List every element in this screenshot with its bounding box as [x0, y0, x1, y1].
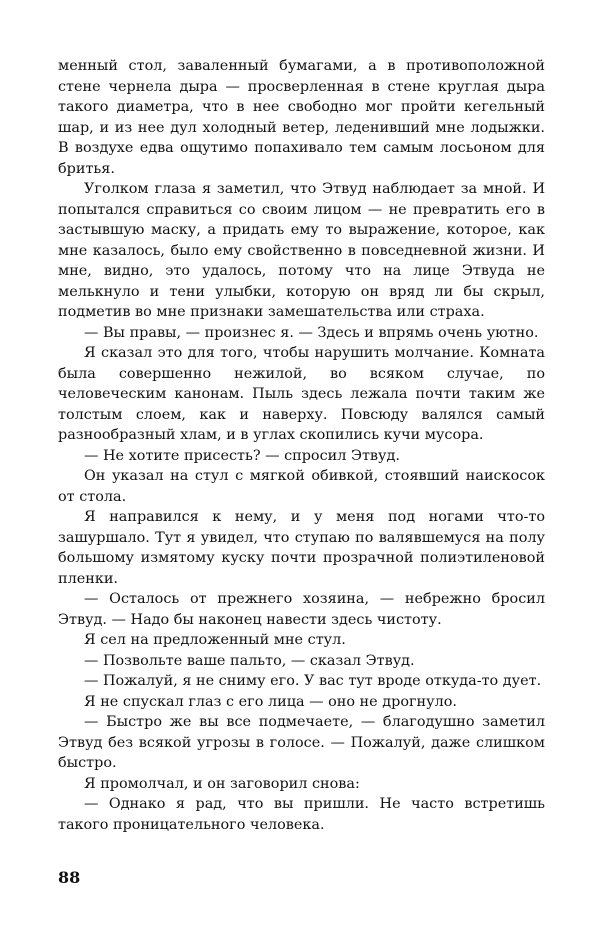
paragraph-8: — Осталось от прежнего хозяина, — небрежно бросил Этвуд. — Надо бы наконец навести здесь чистоту. — [58, 591, 545, 628]
paragraph-5: — Не хотите присесть? — спросил Этвуд. — [84, 447, 400, 464]
paragraph-13: — Быстро же вы все подмечаете, — благодушно заметил Этвуд без всякой угрозы в голосе. — Пожалуй, даже слишком быстро. — [58, 714, 545, 771]
paragraph-14: Я промолчал, и он заговорил снова: — [84, 775, 360, 792]
paragraph-2: Уголком глаза я заметил, что Этвуд наблюдает за мной. И попытался справиться со своим лицом — не превратить его в застывшую маску, а придать ему то выражение, которое, как мне казалось, было ему свойственно в повседневной жизни. И мне, видно, это удалось, потому что на лице Этвуда не мелькнуло и тени улыбки, которую он вряд ли бы скрыл, подметив во мне признаки замешательства или страха. — [58, 181, 545, 320]
paragraph-10: — Позвольте ваше пальто, — сказал Этвуд. — [84, 652, 415, 669]
paragraph-12: Я не спускал глаз с его лица — оно не дрогнуло. — [84, 693, 457, 710]
paragraph-3: — Вы правы, — произнес я. — Здесь и впрямь очень уютно. — [84, 324, 539, 341]
paragraph-15: — Однако я рад, что вы пришли. Не часто встретишь такого проницательного человека. — [58, 796, 545, 833]
paragraph-11: — Пожалуй, я не сниму его. У вас тут вроде откуда-то дует. — [84, 673, 542, 689]
paragraph-6: Он указал на стул с мягкой обивкой, стоявший наискосок от стола. — [58, 468, 545, 505]
paragraph-7: Я направился к нему, и у меня под ногами что-то зашуршало. Тут я увидел, что ступаю по валявшемуся на полу большому измятому куску почти прозрачной полиэтиленовой пленки. — [58, 509, 545, 587]
paragraph-4: Я сказал это для того, чтобы нарушить молчание. Комната была совершенно нежилой, во всяком случае, по человеческим канонам. Пыль здесь лежала почти таким же толстым слоем, как и наверху. Повсюду валялся самый разнообразный хлам, и в углах скопились кучи мусора. — [58, 345, 545, 443]
book-page — [58, 56, 545, 835]
page-number: 88 — [58, 868, 81, 887]
paragraph-9: Я сел на предложенный мне стул. — [84, 632, 346, 648]
paragraph-1: менный стол, заваленный бумагами, а в противоположной стене чернела дыра — просверленная в стене круглая дыра такого диаметра, что в нее свободно мог пройти кегельный шар, и из нее дул холодный ветер, леденивший мне лодыжки. В воздухе едва ощутимо попахивало тем самым лосьоном для бритья. — [58, 58, 545, 177]
